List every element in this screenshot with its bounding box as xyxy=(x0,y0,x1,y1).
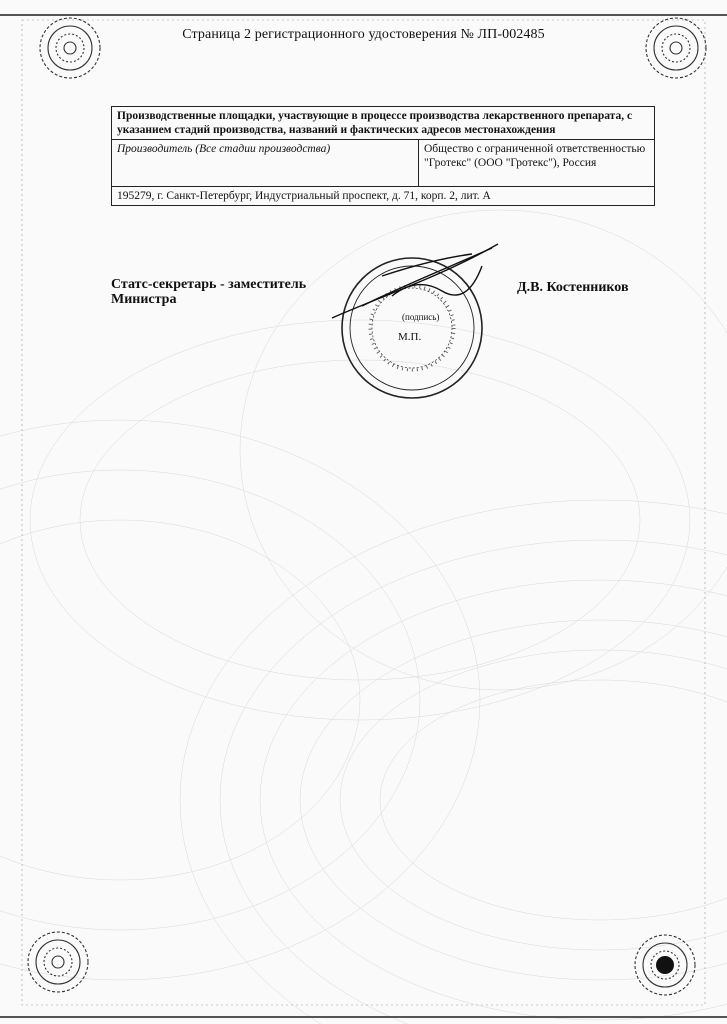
rosette-ornament-icon xyxy=(30,8,110,88)
bottom-border-line xyxy=(0,1016,727,1018)
signatory-name: Д.В. Костенников xyxy=(517,280,629,295)
table-header-cell: Производственные площадки, участвующие в процессе производства лекарственного препарата, с указанием стадий производства, названий и фактических адресов местонахождения xyxy=(112,107,655,140)
rosette-ornament-icon xyxy=(18,922,98,1002)
official-seal xyxy=(322,236,502,416)
seal-place-label: М.П. xyxy=(398,331,422,343)
manufacturer-company-cell: Общество с ограниченной ответственностью "Гротекс" (ООО "Гротекс"), Россия xyxy=(419,140,655,187)
page-title: Страница 2 регистрационного удостоверения № ЛП-002485 xyxy=(182,27,545,42)
signature-placeholder-label: (подпись) xyxy=(402,312,440,322)
rosette-ornament-icon xyxy=(625,925,705,1005)
signatory-title: Статс-секретарь - заместитель Министра xyxy=(111,277,307,307)
manufacturer-address-cell: 195279, г. Санкт-Петербург, Индустриальный проспект, д. 71, корп. 2, лит. А xyxy=(112,187,655,206)
manufacturer-role-cell: Производитель (Все стадии производства) xyxy=(112,140,419,187)
production-sites-table xyxy=(111,106,655,206)
rosette-ornament-icon xyxy=(636,8,716,88)
